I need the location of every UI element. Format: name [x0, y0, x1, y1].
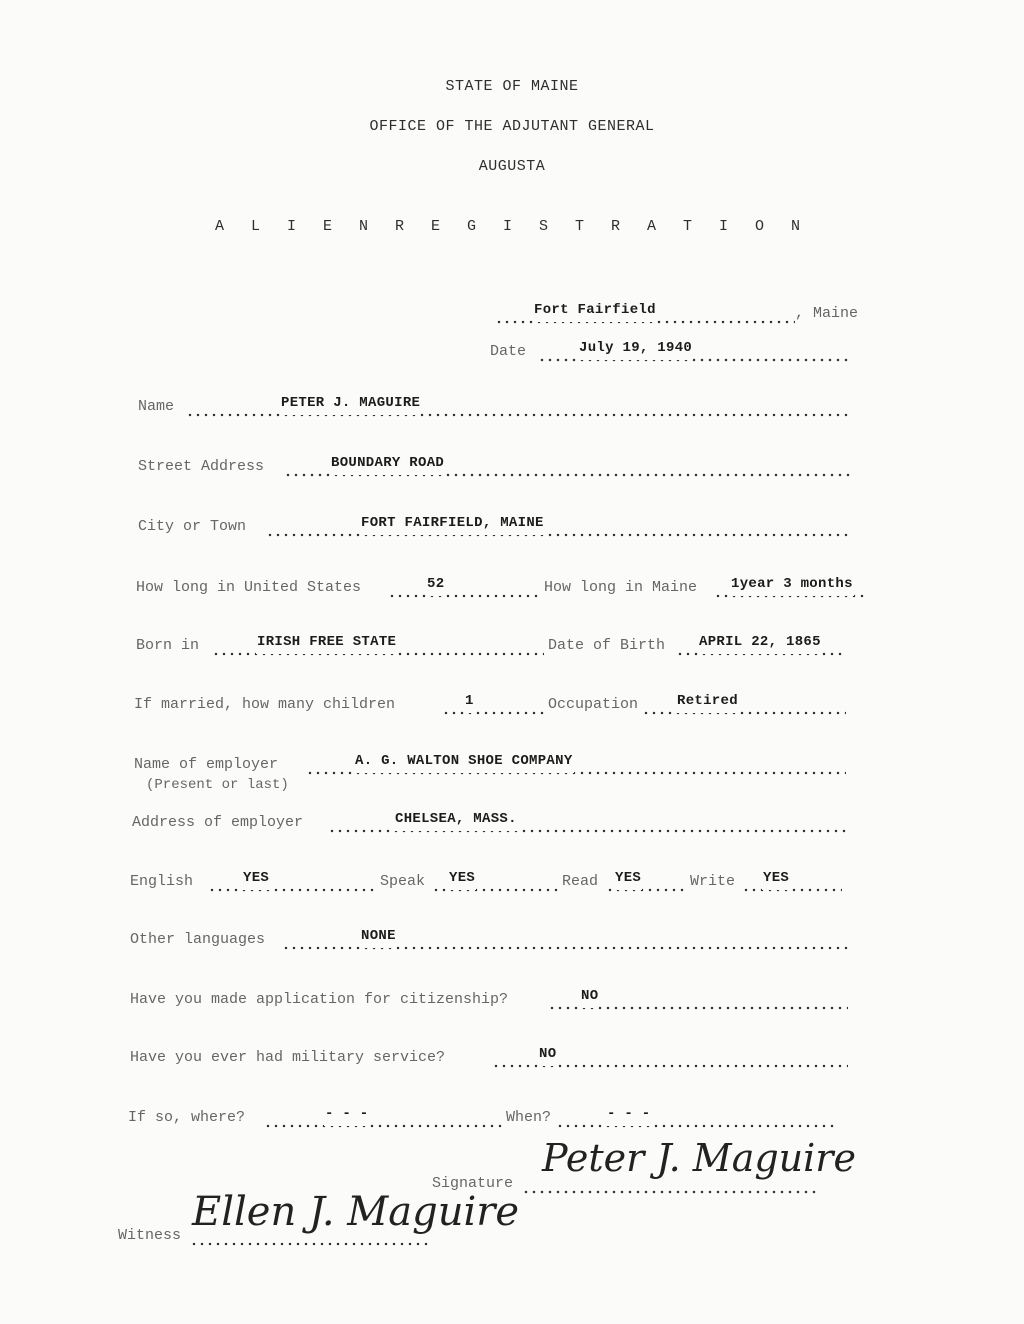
- dotted-line: [264, 1124, 504, 1128]
- street-value: BOUNDARY ROAD: [330, 451, 445, 475]
- date-label: Date: [490, 343, 527, 360]
- children-row: [134, 693, 849, 717]
- speak-label: Speak: [380, 873, 426, 890]
- city-value: FORT FAIRFIELD, MAINE: [360, 511, 545, 535]
- where-label: If so, where?: [128, 1109, 246, 1126]
- children-label: If married, how many children: [134, 696, 396, 713]
- english-row: [130, 870, 845, 894]
- dotted-line: [742, 888, 842, 892]
- name-row: [138, 395, 853, 419]
- employer-value: A. G. WALTON SHOE COMPANY: [354, 749, 574, 773]
- occupation-value: Retired: [676, 689, 739, 713]
- birth-date-label: Date of Birth: [548, 637, 666, 654]
- witness-value: Ellen J. Maguire: [192, 1189, 520, 1235]
- header-city: AUGUSTA: [478, 158, 546, 175]
- us-duration-value: 52: [426, 572, 445, 596]
- header-office: OFFICE OF THE ADJUTANT GENERAL: [369, 118, 655, 135]
- employer-address-label: Address of employer: [132, 814, 304, 831]
- english-label: English: [130, 873, 194, 890]
- maine-duration-value: 1year 3 months: [730, 572, 854, 596]
- street-label: Street Address: [138, 458, 265, 475]
- city-label: City or Town: [138, 518, 247, 535]
- dotted-line: [208, 888, 378, 892]
- date-value: July 19, 1940: [578, 336, 693, 360]
- dotted-line: [556, 1124, 836, 1128]
- read-value: YES: [614, 866, 642, 890]
- citizenship-value: NO: [580, 984, 599, 1008]
- when-label: When?: [506, 1109, 552, 1126]
- read-label: Read: [562, 873, 599, 890]
- other-languages-row: [130, 928, 850, 952]
- where-value: - - -: [324, 1102, 370, 1126]
- name-value: PETER J. MAGUIRE: [280, 391, 421, 415]
- speak-value: YES: [448, 866, 476, 890]
- where-row: [128, 1106, 848, 1130]
- employer-address-value: CHELSEA, MASS.: [394, 807, 518, 831]
- other-languages-value: NONE: [360, 924, 397, 948]
- citizenship-label: Have you made application for citizenship?: [130, 991, 509, 1008]
- location-suffix: , Maine: [795, 305, 859, 322]
- witness-row: [118, 1189, 520, 1248]
- born-value: IRISH FREE STATE: [256, 630, 397, 654]
- write-value: YES: [762, 866, 790, 890]
- employer-address-row: [132, 811, 852, 835]
- maine-duration-label: How long in Maine: [544, 579, 698, 596]
- write-label: Write: [690, 873, 736, 890]
- birth-date-value: APRIL 22, 1865: [698, 630, 822, 654]
- witness-label: Witness: [118, 1227, 182, 1244]
- duration-row: [136, 576, 871, 600]
- signature-label: Signature: [432, 1175, 514, 1192]
- header-state: STATE OF MAINE: [445, 78, 579, 95]
- dotted-line: [642, 711, 846, 715]
- occupation-label: Occupation: [548, 696, 639, 713]
- signature-value: Peter J. Maguire: [542, 1136, 856, 1180]
- when-value: - - -: [606, 1102, 652, 1126]
- born-label: Born in: [136, 637, 200, 654]
- dotted-line: [266, 533, 851, 537]
- children-value: 1: [464, 689, 475, 713]
- citizenship-row: [130, 988, 850, 1012]
- street-row: [138, 455, 853, 479]
- form-title: A L I E N R E G I S T R A T I O N: [214, 218, 810, 235]
- military-row: [130, 1046, 850, 1070]
- military-label: Have you ever had military service?: [130, 1049, 446, 1066]
- dotted-line: [522, 1190, 818, 1194]
- name-label: Name: [138, 398, 175, 415]
- military-value: NO: [538, 1042, 557, 1066]
- employer-sublabel-row: [146, 773, 446, 797]
- location-value: Fort Fairfield: [533, 298, 657, 322]
- born-row: [136, 634, 851, 658]
- date-row: [490, 340, 855, 364]
- english-value: YES: [242, 866, 270, 890]
- dotted-line: [388, 594, 540, 598]
- dotted-line: [190, 1242, 430, 1246]
- location-row: [495, 302, 859, 326]
- other-languages-label: Other languages: [130, 931, 266, 948]
- dotted-line: [442, 711, 544, 715]
- employer-label: Name of employer: [134, 756, 279, 773]
- us-duration-label: How long in United States: [136, 579, 362, 596]
- employer-sublabel: (Present or last): [146, 777, 289, 793]
- city-row: [138, 515, 853, 539]
